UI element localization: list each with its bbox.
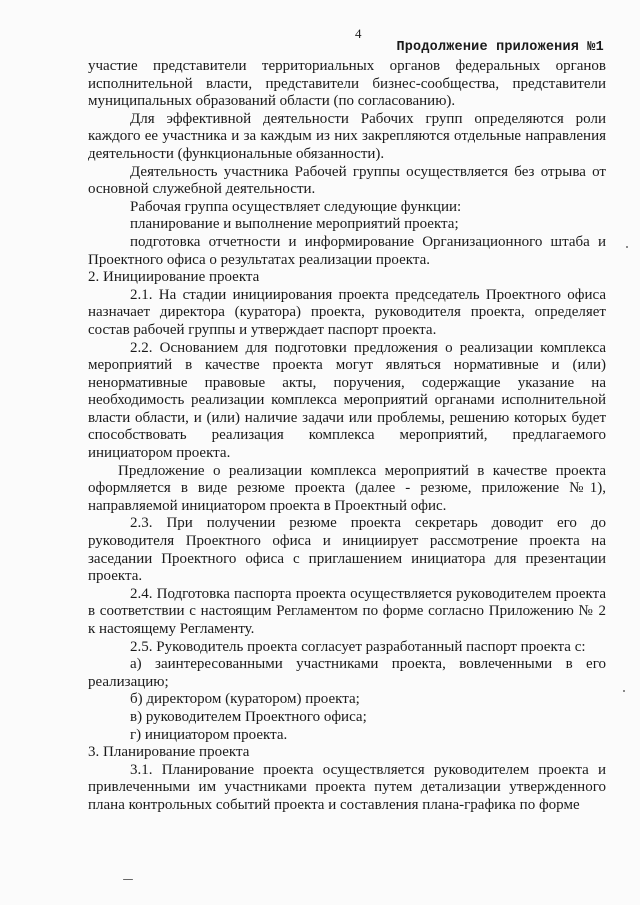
list-item: б) директором (куратором) проекта;	[130, 691, 360, 708]
paragraph: участие представители территориальных органов федеральных органов исполнительной власти, представители бизнес-сообщества, представители муниципальных образований области (по согласованию).	[88, 58, 606, 110]
scan-speck	[623, 690, 625, 692]
paragraph: 2.5. Руководитель проекта согласует разработанный паспорт проекта с:	[130, 638, 586, 655]
paragraph: Предложение о реализации комплекса мероприятий в качестве проекта оформляется в виде резюме проекта (далее - резюме, приложение №1), направляемой инициатором проекта в Проектный офис.	[88, 462, 606, 514]
appendix-continuation-note: Продолжение приложения №1	[396, 40, 604, 55]
paragraph: Деятельность участника Рабочей группы осуществляется без отрыва от основной служебной деятельности.	[88, 163, 606, 198]
paragraph: планирование и выполнение мероприятий проекта;	[130, 216, 459, 233]
paragraph: 2.3. При получении резюме проекта секретарь доводит его до руководителя Проектного офиса и инициирует рассмотрение проекта на заседании Проектного офиса с приглашением инициатора для презентации проекта.	[88, 515, 606, 585]
paragraph: 2.1. На стадии инициирования проекта председатель Проектного офиса назначает директора (куратора) проекта, руководителя проекта, определяет состав рабочей группы и утверждает паспорт проекта.	[88, 286, 606, 338]
paragraph: 2.2. Основанием для подготовки предложения о реализации комплекса мероприятий в качестве проекта могут являться нормативные и (или) ненормативные правовые акты, поручения, содержащие указание на необходимость реализации комплекса мероприятий органами исполнительной власти области, и (или) наличие задачи или проблемы, решению которых будет способствовать реализация комплекса мероприятий, предлагаемого инициатором проекта.	[88, 339, 606, 462]
list-item: а) заинтересованными участниками проекта, вовлеченными в его реализацию;	[88, 656, 606, 690]
paragraph: 3.1. Планирование проекта осуществляется руководителем проекта и привлеченными им участниками проекта путем детализации утвержденного плана контрольных событий проекта и составления плана-графика по форме	[88, 761, 606, 813]
paragraph: Для эффективной деятельности Рабочих групп определяются роли каждого ее участника и за каждым из них закрепляются отдельные направления деятельности (функциональные обязанности).	[88, 110, 606, 162]
scan-speck	[626, 246, 628, 248]
document-body	[88, 58, 606, 815]
paragraph: подготовка отчетности и информирование Организационного штаба и Проектного офиса о результатах реализации проекта.	[88, 233, 606, 268]
scan-speck	[123, 879, 133, 880]
page-number: 4	[355, 26, 362, 41]
paragraph: Рабочая группа осуществляет следующие функции:	[130, 198, 462, 215]
list-item: в) руководителем Проектного офиса;	[130, 708, 367, 725]
paragraph: 2.4. Подготовка паспорта проекта осуществляется руководителем проекта в соответствии с настоящим Регламентом по форме согласно Приложению № 2 к настоящему Регламенту.	[88, 585, 606, 637]
section-heading: 2. Инициирование проекта	[88, 269, 260, 286]
list-item: г) инициатором проекта.	[130, 726, 288, 743]
section-heading: 3. Планирование проекта	[88, 744, 250, 761]
